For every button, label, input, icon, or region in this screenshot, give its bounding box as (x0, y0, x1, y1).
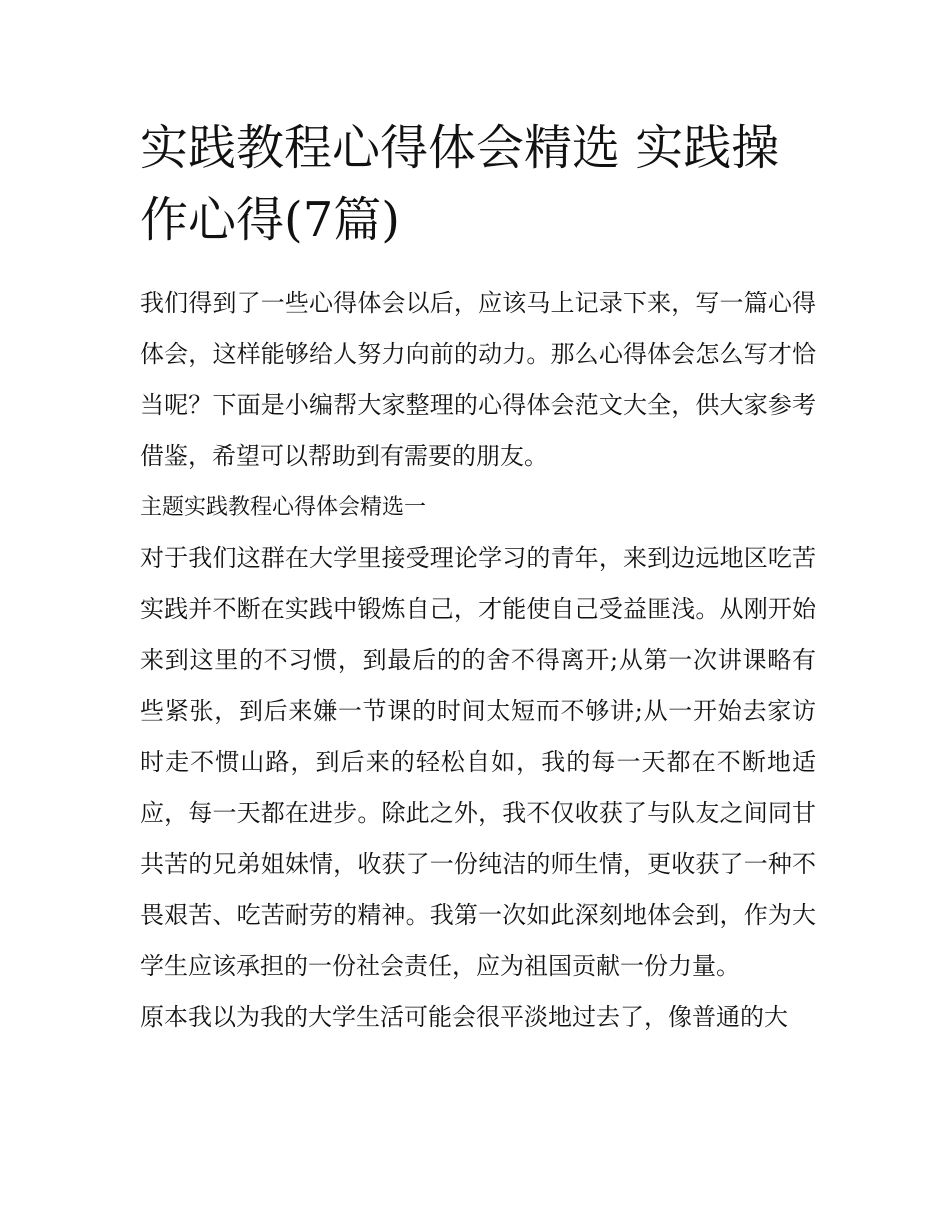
document-title: 实践教程心得体会精选 实践操作心得(7篇) (140, 120, 780, 248)
body-paragraph-1: 对于我们这群在大学里接受理论学习的青年，来到边远地区吃苦实践并不断在实践中锻炼自己，才能使自己受益匪浅。从刚开始来到这里的不习惯，到最后的的舍不得离开;从第一次讲课略有些紧张，到后来嫌一节课的时间太短而不够讲;从一开始去家访时走不惯山路，到后来的轻松自如，我的每一天都在不断地适应，每一天都在进步。除此之外，我不仅收获了与队友之间同甘共苦的兄弟姐妹情，收获了一份纯洁的师生情，更收获了一种不畏艰苦、吃苦耐劳的精神。我第一次如此深刻地体会到，作为大学生应该承担的一份社会责任，应为祖国贡献一份力量。 (140, 544, 816, 980)
section-heading: 主题实践教程心得体会精选一 (140, 495, 427, 520)
body-paragraph-2: 原本我以为我的大学生活可能会很平淡地过去了，像普通的大 (140, 1003, 788, 1031)
document-page (140, 112, 816, 1043)
intro-paragraph: 我们得到了一些心得体会以后，应该马上记录下来，写一篇心得体会，这样能够给人努力向前的动力。那么心得体会怎么写才恰当呢？下面是小编帮大家整理的心得体会范文大全，供大家参考借鉴，希望可以帮助到有需要的朋友。 (140, 289, 816, 470)
